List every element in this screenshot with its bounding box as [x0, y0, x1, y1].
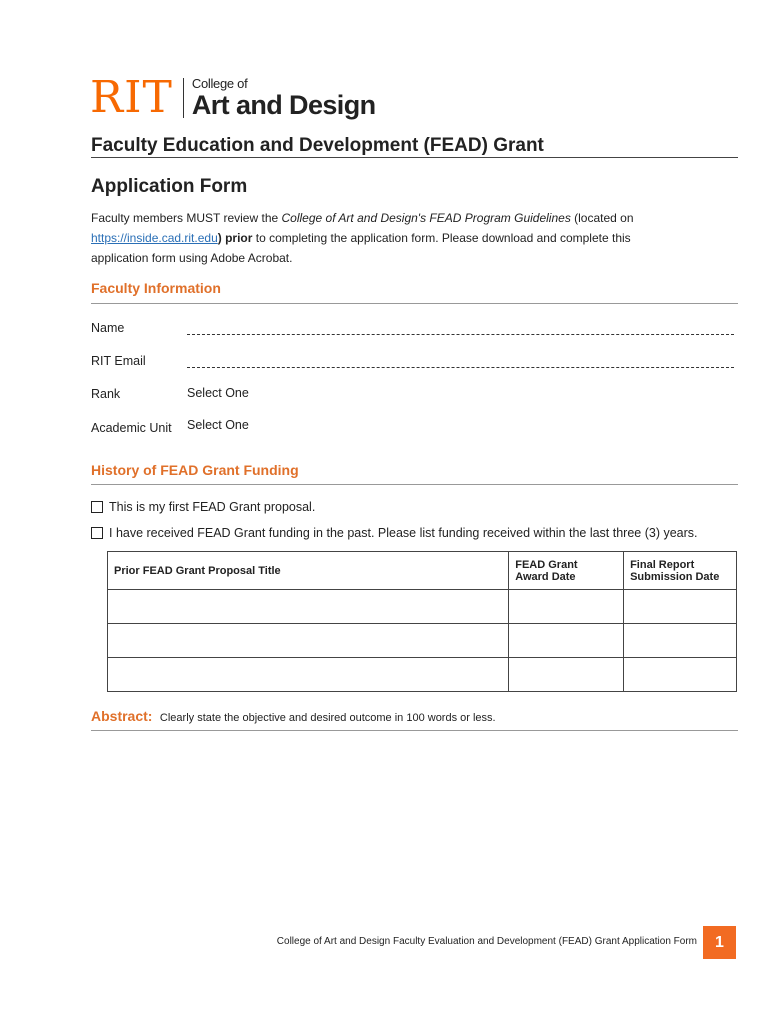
- page-title: Faculty Education and Development (FEAD) Grant: [91, 135, 544, 156]
- intro-text-4: to completing the application form. Please download and complete this application form using Adobe Acrobat.: [91, 231, 631, 265]
- prior-funding-checkbox[interactable]: [91, 527, 103, 539]
- logo-college-of: College of: [191, 76, 248, 91]
- abstract-section: [91, 708, 496, 726]
- logo-art-and-design: Art and Design: [191, 90, 376, 120]
- first-proposal-checkbox[interactable]: [91, 501, 103, 513]
- email-label: RIT Email: [91, 354, 146, 368]
- table-header-row: [108, 552, 737, 590]
- award-date-cell[interactable]: [509, 590, 624, 624]
- report-date-cell[interactable]: [624, 590, 737, 624]
- table-row: [108, 624, 737, 658]
- prior-funding-label: I have received FEAD Grant funding in the past. Please list funding received within the last three (3) years.: [109, 526, 698, 540]
- intro-text-3: ): [217, 231, 226, 245]
- academic-unit-label: Academic Unit: [91, 421, 172, 435]
- report-date-cell[interactable]: [624, 624, 737, 658]
- intro-prior: prior: [225, 231, 253, 245]
- abstract-instructions: Clearly state the objective and desired outcome in 100 words or less.: [159, 712, 496, 724]
- footer-text: College of Art and Design Faculty Evaluation and Development (FEAD) Grant Application Form: [276, 936, 697, 947]
- faculty-info-divider: [91, 303, 738, 304]
- col-report-date: Final Report Submission Date: [624, 552, 737, 590]
- rank-select[interactable]: Select One: [187, 386, 249, 400]
- faculty-info-heading: Faculty Information: [91, 280, 221, 296]
- table-row: [108, 590, 737, 624]
- proposal-title-cell[interactable]: [108, 658, 509, 692]
- guidelines-link[interactable]: https://inside.cad.rit.edu: [91, 231, 218, 245]
- page-subtitle: Application Form: [91, 176, 248, 197]
- award-date-cell[interactable]: [509, 658, 624, 692]
- logo-rit-wordmark: RIT: [90, 72, 173, 123]
- abstract-heading: Abstract:: [91, 708, 153, 724]
- col-proposal-title: Prior FEAD Grant Proposal Title: [108, 552, 509, 590]
- page-number-badge: 1: [703, 926, 736, 959]
- guidelines-title: College of Art and Design's FEAD Program Guidelines: [281, 211, 571, 225]
- academic-unit-select[interactable]: Select One: [187, 418, 249, 432]
- history-heading: History of FEAD Grant Funding: [91, 462, 299, 478]
- email-field[interactable]: [187, 367, 734, 368]
- logo-college-text: [192, 77, 376, 119]
- rank-label: Rank: [91, 387, 121, 401]
- title-divider: [91, 157, 738, 158]
- prior-grants-table: [107, 551, 737, 692]
- proposal-title-cell[interactable]: [108, 624, 509, 658]
- name-label: Name: [91, 321, 125, 335]
- intro-text-1: Faculty members MUST review the: [91, 211, 282, 225]
- first-proposal-label: This is my first FEAD Grant proposal.: [109, 500, 316, 514]
- name-field[interactable]: [187, 334, 734, 335]
- col-award-date: FEAD Grant Award Date: [509, 552, 624, 590]
- logo-divider: [183, 78, 184, 118]
- table-row: [108, 658, 737, 692]
- intro-text-2: (located on: [570, 211, 634, 225]
- award-date-cell[interactable]: [509, 624, 624, 658]
- abstract-divider: [91, 730, 738, 731]
- history-divider: [91, 484, 738, 485]
- intro-paragraph: [91, 208, 691, 268]
- report-date-cell[interactable]: [624, 658, 737, 692]
- rit-cad-logo: [90, 72, 376, 123]
- proposal-title-cell[interactable]: [108, 590, 509, 624]
